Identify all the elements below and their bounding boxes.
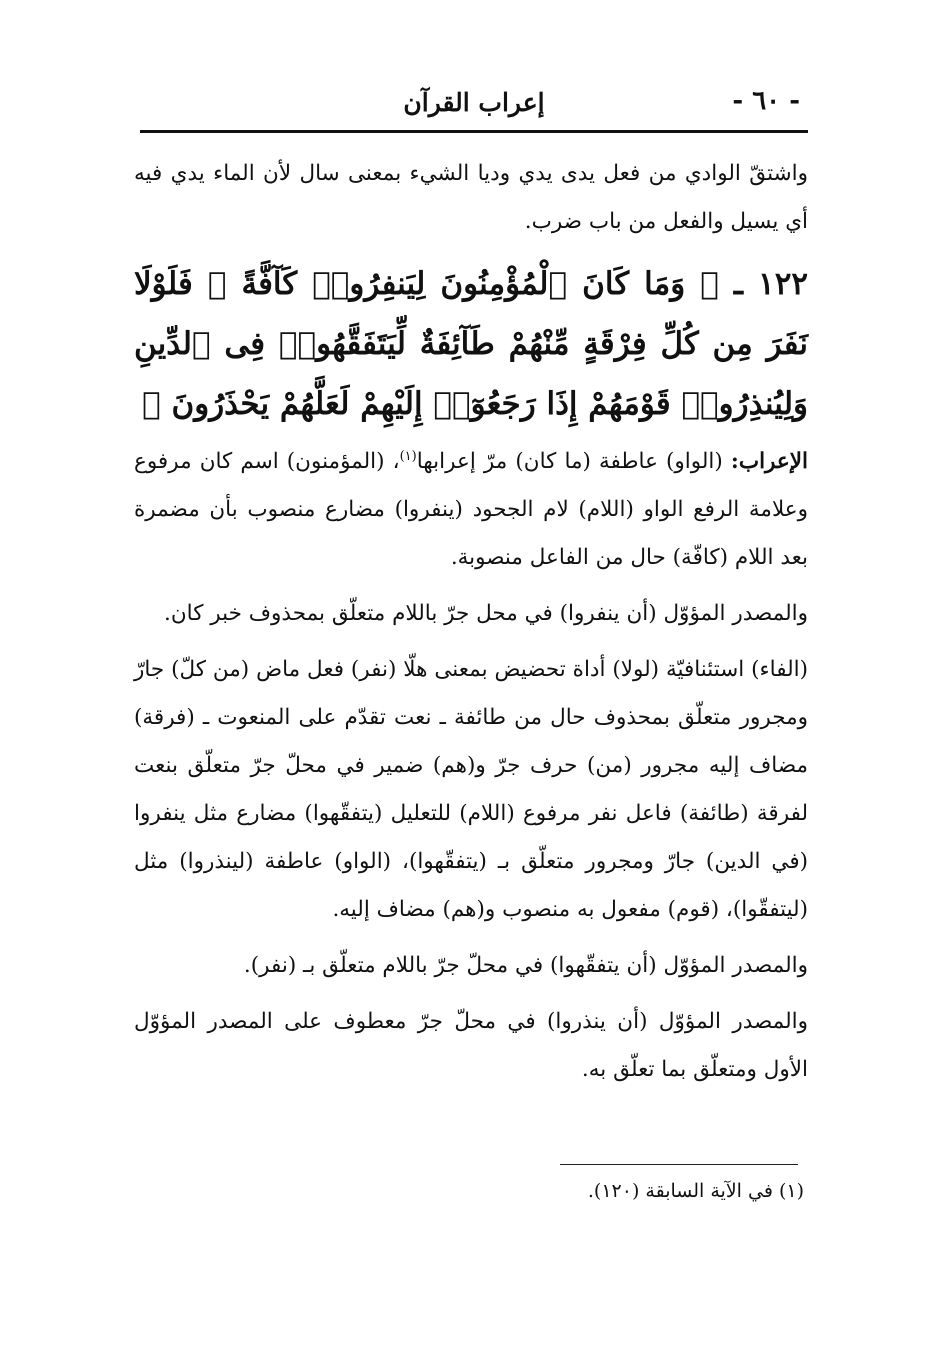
paragraph-analysis: (الفاء) استئنافيّة (لولا) أداة تحضيض بمعنى هلّا (نفر) فعل ماض (من كلّ) جارّ ومجرور متعلّق بمحذوف حال من طائفة ـ نعت تقدّم على المنعوت ـ (فرقة) مضاف إليه مجرور (من) حرف جرّ و(هم) ضمير في محلّ جرّ متعلّق بنعت لفرقة (طائفة) فاعل نفر مرفوع (اللام) للتعليل (يتفقّهوا) مضارع مثل ينفروا (في الدين) جارّ ومجرور متعلّق بـ (يتفقّهوا)، (الواو) عاطفة (لينذروا) مثل (ليتفقّوا)، (قوم) مفعول به منصوب و(هم) مضاف إليه. [134, 657, 808, 922]
footnote-rule [560, 1164, 798, 1165]
page-number: - ٦٠ - [732, 86, 800, 116]
irab-text-2: ، (المؤمنون) اسم كان مرفوع وعلامة الرفع الواو (اللام) لام الجحود (ينفروا) مضارع منصوب بأن مضمرة بعد اللام (كافّة) حال من الفاعل منصوبة. [134, 449, 808, 570]
paragraph-masdar-2: والمصدر المؤوّل (أن يتفقّهوا) في محلّ جرّ باللام متعلّق بـ (نفر). [243, 953, 808, 978]
footnote: (١) في الآية السابقة (١٢٠). [587, 1180, 804, 1202]
page-header [140, 80, 808, 126]
paragraph-masdar-3: والمصدر المؤوّل (أن ينذروا) في محلّ جرّ معطوف على المصدر المؤوّل الأول ومتعلّق بما تعلّق به. [134, 1009, 808, 1082]
page-body [134, 150, 808, 1102]
paragraph-etymology: واشتقّ الوادي من فعل يدى يدي وديا الشيء بمعنى سال لأن الماء يدي فيه أي يسيل والفعل من باب ضرب. [134, 161, 808, 234]
header-rule [140, 130, 808, 133]
book-title: إعراب القرآن [403, 88, 545, 117]
irab-text-1: (الواو) عاطفة (ما كان) مرّ إعرابها [416, 449, 723, 474]
quran-verse: ١٢٢ ـ ﴿ وَمَا كَانَ ٱلْمُؤْمِنُونَ لِيَنفِرُوا۟ كَآفَّةً ۚ فَلَوْلَا نَفَرَ مِن كُلِّ فِرْقَةٍ مِّنْهُمْ طَآئِفَةٌ لِّيَتَفَقَّهُوا۟ فِى ٱلدِّينِ وَلِيُنذِرُوا۟ قَوْمَهُمْ إِذَا رَجَعُوٓا۟ إِلَيْهِمْ لَعَلَّهُمْ يَحْذَرُونَ ﴾ [134, 266, 808, 422]
irab-label: الإعراب: [730, 449, 808, 474]
paragraph-irab [134, 438, 808, 582]
footnote-reference[interactable]: (١) [399, 448, 417, 464]
paragraph-masdar-1: والمصدر المؤوّل (أن ينفروا) في محل جرّ باللام متعلّق بمحذوف خبر كان. [164, 601, 808, 626]
